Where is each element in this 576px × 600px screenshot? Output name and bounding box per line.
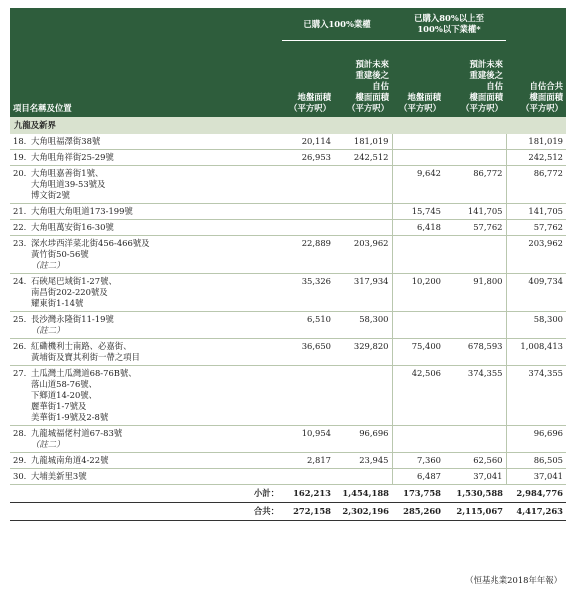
- row-gfa-1: 329,820: [334, 339, 392, 366]
- row-total-gfa: 86,772: [506, 166, 566, 204]
- row-site-area-2: 6,487: [392, 469, 444, 485]
- total-c: 285,260: [392, 503, 444, 521]
- row-number: 29.: [10, 453, 28, 469]
- row-location: [28, 366, 282, 426]
- row-location: [28, 426, 282, 453]
- row-number: 21.: [10, 204, 28, 220]
- total-e: 4,417,263: [506, 503, 566, 521]
- table-row: [10, 426, 566, 453]
- row-total-gfa: 409,734: [506, 274, 566, 312]
- header-gfa-2: 預計未來 重建後之 自估 樓面面積 （平方呎）: [444, 41, 506, 118]
- table-row: [10, 134, 566, 150]
- row-gfa-1: 317,934: [334, 274, 392, 312]
- row-number: 26.: [10, 339, 28, 366]
- row-site-area-2: 6,418: [392, 220, 444, 236]
- row-total-gfa: 37,041: [506, 469, 566, 485]
- row-location-line: 長沙灣永隆街11-19號: [31, 314, 114, 324]
- row-location: [28, 469, 282, 485]
- row-location-line: 大角咀萬安街16-30號: [31, 222, 114, 232]
- row-location-line: 下鄉道14-20號、: [31, 390, 98, 400]
- total-b: 2,302,196: [334, 503, 392, 521]
- row-site-area-2: [392, 150, 444, 166]
- row-site-area-2: 75,400: [392, 339, 444, 366]
- row-location-line: 耀東街1-14號: [31, 298, 84, 308]
- table-row: [10, 166, 566, 204]
- row-number: 24.: [10, 274, 28, 312]
- row-site-area-1: 6,510: [282, 312, 334, 339]
- row-location-line: 美華街1-9號及2-8號: [31, 412, 109, 422]
- row-gfa-1: 58,300: [334, 312, 392, 339]
- row-total-gfa: 57,762: [506, 220, 566, 236]
- row-location-line: 黃埔街及寶其利街一帶之項目: [31, 352, 140, 362]
- row-gfa-1: [334, 366, 392, 426]
- row-site-area-1: [282, 220, 334, 236]
- row-number: 25.: [10, 312, 28, 339]
- row-gfa-2: 37,041: [444, 469, 506, 485]
- row-number: 30.: [10, 469, 28, 485]
- subtotal-label: 小計：: [10, 485, 282, 503]
- table-row: [10, 469, 566, 485]
- row-site-area-1: 26,953: [282, 150, 334, 166]
- row-location: [28, 236, 282, 274]
- row-location-line: 大角咀福澤街38號: [31, 136, 101, 146]
- row-location: [28, 453, 282, 469]
- row-gfa-1: [334, 166, 392, 204]
- table-row: [10, 274, 566, 312]
- row-note: （註二）: [31, 260, 65, 270]
- row-gfa-1: [334, 469, 392, 485]
- row-location-line: 石硤尾巴域街1-27號、: [31, 276, 117, 286]
- row-total-gfa: 1,008,413: [506, 339, 566, 366]
- header-group-80: 已購入80%以上至 100%以下業權*: [392, 8, 506, 41]
- row-site-area-2: 42,506: [392, 366, 444, 426]
- header-group-row: [10, 8, 566, 41]
- row-total-gfa: 96,696: [506, 426, 566, 453]
- row-location-line: 落山道58-76號、: [31, 379, 98, 389]
- table-row: [10, 220, 566, 236]
- table-row: [10, 204, 566, 220]
- row-site-area-1: 2,817: [282, 453, 334, 469]
- total-label: 合共：: [10, 503, 282, 521]
- row-location: [28, 220, 282, 236]
- row-site-area-1: 20,114: [282, 134, 334, 150]
- row-gfa-2: 374,355: [444, 366, 506, 426]
- row-site-area-1: [282, 469, 334, 485]
- row-number: 23.: [10, 236, 28, 274]
- row-total-gfa: 374,355: [506, 366, 566, 426]
- row-number: 18.: [10, 134, 28, 150]
- row-location: [28, 312, 282, 339]
- row-total-gfa: 181,019: [506, 134, 566, 150]
- row-location: [28, 274, 282, 312]
- row-total-gfa: 58,300: [506, 312, 566, 339]
- row-location-line: 九龍城福佬村道67-83號: [31, 428, 123, 438]
- property-table: [10, 8, 566, 521]
- row-gfa-2: [444, 236, 506, 274]
- subtotal-e: 2,984,776: [506, 485, 566, 503]
- row-number: 20.: [10, 166, 28, 204]
- header-blank: [10, 8, 282, 41]
- section-header: [10, 117, 566, 134]
- row-location-line: 大角咀嘉善街1號、: [31, 168, 104, 178]
- row-number: 27.: [10, 366, 28, 426]
- row-location: [28, 204, 282, 220]
- row-site-area-2: [392, 426, 444, 453]
- source-note: （恒基兆業2018年年報）: [465, 575, 562, 585]
- row-site-area-2: [392, 312, 444, 339]
- row-location: [28, 134, 282, 150]
- row-location-line: 大角咀道39-53號及: [31, 179, 106, 189]
- row-site-area-2: 15,745: [392, 204, 444, 220]
- row-gfa-1: 96,696: [334, 426, 392, 453]
- header-site-area-2: 地盤面積 （平方呎）: [392, 41, 444, 118]
- subtotal-b: 1,454,188: [334, 485, 392, 503]
- table-row: [10, 453, 566, 469]
- row-total-gfa: 86,505: [506, 453, 566, 469]
- row-gfa-2: [444, 312, 506, 339]
- row-gfa-2: 62,560: [444, 453, 506, 469]
- row-gfa-2: [444, 134, 506, 150]
- row-total-gfa: 141,705: [506, 204, 566, 220]
- subtotal-d: 1,530,588: [444, 485, 506, 503]
- row-note: （註二）: [31, 439, 65, 449]
- row-number: 22.: [10, 220, 28, 236]
- row-location-line: 大角咀角祥街25-29號: [31, 152, 114, 162]
- row-site-area-2: 10,200: [392, 274, 444, 312]
- row-location-line: 九龍城南角道4-22號: [31, 455, 109, 465]
- row-location-line: 大埔美新里3號: [31, 471, 87, 481]
- subtotal-a: 162,213: [282, 485, 334, 503]
- table-row: [10, 366, 566, 426]
- row-location-line: 南昌街202-220號及: [31, 287, 108, 297]
- header-total-gfa: 自估合共 樓面面積 （平方呎）: [506, 41, 566, 118]
- row-site-area-1: 22,889: [282, 236, 334, 274]
- row-gfa-1: 23,945: [334, 453, 392, 469]
- row-note: （註二）: [31, 325, 65, 335]
- header-project: 項目名稱及位置: [10, 41, 282, 118]
- row-location: [28, 150, 282, 166]
- row-site-area-1: 35,326: [282, 274, 334, 312]
- row-total-gfa: 242,512: [506, 150, 566, 166]
- row-location-line: 黃竹街50-56號: [31, 249, 89, 259]
- header-group-100: 已購入100%業權: [282, 8, 392, 41]
- header-gfa-1: 預計未來 重建後之 自估 樓面面積 （平方呎）: [334, 41, 392, 118]
- row-gfa-1: 203,962: [334, 236, 392, 274]
- row-site-area-1: [282, 204, 334, 220]
- row-number: 19.: [10, 150, 28, 166]
- row-gfa-1: [334, 204, 392, 220]
- row-gfa-1: [334, 220, 392, 236]
- row-location-line: 紅磡機利士南路、必嘉街、: [31, 341, 132, 351]
- subtotal-c: 173,758: [392, 485, 444, 503]
- row-location-line: 深水埗西洋菜北街456-466號及: [31, 238, 150, 248]
- table-row: [10, 236, 566, 274]
- row-site-area-1: [282, 366, 334, 426]
- row-gfa-2: 141,705: [444, 204, 506, 220]
- row-total-gfa: 203,962: [506, 236, 566, 274]
- row-location-line: 麗華街1-7號及: [31, 401, 87, 411]
- header-site-area-1: 地盤面積 （平方呎）: [282, 41, 334, 118]
- row-gfa-2: 91,800: [444, 274, 506, 312]
- row-location: [28, 339, 282, 366]
- table-row: [10, 150, 566, 166]
- total-row: [10, 503, 566, 521]
- table-row: [10, 339, 566, 366]
- row-location: [28, 166, 282, 204]
- row-gfa-1: 242,512: [334, 150, 392, 166]
- row-site-area-1: 36,650: [282, 339, 334, 366]
- row-gfa-2: 678,593: [444, 339, 506, 366]
- total-d: 2,115,067: [444, 503, 506, 521]
- row-site-area-1: [282, 166, 334, 204]
- document: [10, 8, 566, 521]
- total-a: 272,158: [282, 503, 334, 521]
- row-site-area-2: [392, 236, 444, 274]
- row-gfa-2: [444, 150, 506, 166]
- subtotal-row: [10, 485, 566, 503]
- row-gfa-2: [444, 426, 506, 453]
- row-site-area-1: 10,954: [282, 426, 334, 453]
- row-gfa-2: 57,762: [444, 220, 506, 236]
- row-site-area-2: 7,360: [392, 453, 444, 469]
- header-column-row: [10, 41, 566, 118]
- row-location-line: 博文街2號: [31, 190, 70, 200]
- row-location-line: 大角咀大角咀道173-199號: [31, 206, 133, 216]
- section-title: 九龍及新界: [10, 117, 566, 134]
- row-gfa-1: 181,019: [334, 134, 392, 150]
- row-site-area-2: 9,642: [392, 166, 444, 204]
- row-number: 28.: [10, 426, 28, 453]
- row-location-line: 土瓜灣土瓜灣道68-76B號、: [31, 368, 137, 378]
- row-site-area-2: [392, 134, 444, 150]
- row-gfa-2: 86,772: [444, 166, 506, 204]
- table-row: [10, 312, 566, 339]
- header-blank-right: [506, 8, 566, 41]
